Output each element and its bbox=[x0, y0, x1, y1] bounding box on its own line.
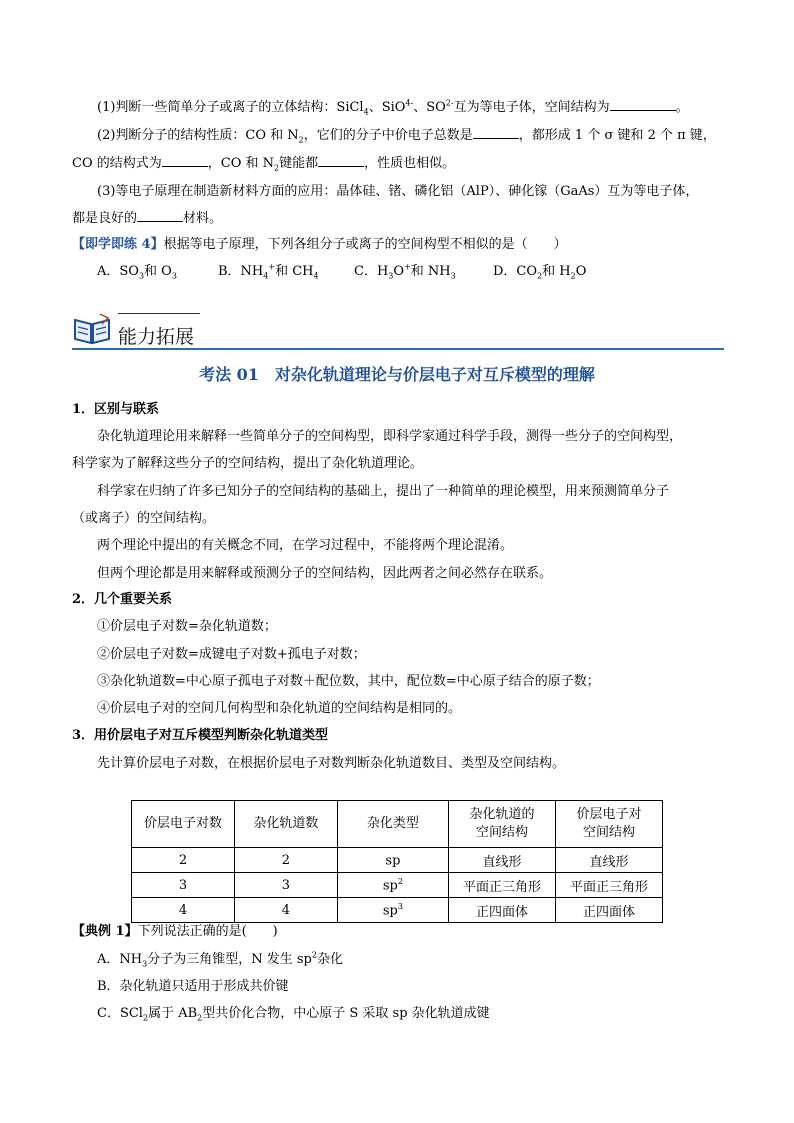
relation-item: ④价层电子对的空间几何构型和杂化轨道的空间结构是相同的。 bbox=[97, 701, 462, 716]
hybridization-table bbox=[131, 800, 663, 923]
relation-item: ③杂化轨道数=中心原子孤电子对数＋配位数，其中，配位数=中心原子结合的原子数； bbox=[97, 674, 600, 689]
part2-heading: 2．几个重要关系 bbox=[72, 592, 173, 607]
option-b: B．$NH_4^+$和 $CH_4$ bbox=[218, 262, 319, 281]
banner-rule bbox=[72, 348, 724, 350]
answer-blank bbox=[318, 154, 364, 167]
part1-paragraph: 科学家在归纳了许多已知分子的空间结构的基础上，提出了一种简单的理论模型，用来预测简单分子 bbox=[97, 484, 670, 499]
question-2-line-2: CO 的结构式为 ，CO 和 $N_2$键能都 ，性质也相似。 bbox=[72, 156, 456, 173]
example-question: 【典例 1】下列说法正确的是( ) bbox=[72, 924, 278, 939]
table-cell: 3 bbox=[234, 873, 337, 898]
table-header-cell: 杂化轨道的 空间结构 bbox=[448, 801, 555, 848]
banner-title: 能力拓展 bbox=[118, 326, 195, 348]
table-cell: 3 bbox=[132, 873, 235, 898]
answer-blank bbox=[610, 98, 676, 111]
table-cell: 2 bbox=[132, 848, 235, 873]
part1-paragraph: 杂化轨道理论用来解释一些简单分子的空间构型，即科学家通过科学手段，测得一些分子的空间构型， bbox=[97, 429, 683, 444]
part1-heading: 1．区别与联系 bbox=[72, 402, 160, 417]
question-2-line-1: (2)判断分子的结构性质：CO 和 $N_2$，它们的分子中价电子总数是 ，都形成 1 个 σ 键和 2 个 π 键， bbox=[97, 128, 716, 145]
table-cell: 正四面体 bbox=[555, 898, 662, 923]
table-cell: $sp^3$ bbox=[337, 898, 448, 923]
table-header-cell: 价层电子对数 bbox=[132, 801, 235, 848]
part3-text: 先计算价层电子对数，在根据价层电子对数判断杂化轨道数目、类型及空间结构。 bbox=[97, 756, 566, 771]
practice-question: 【即学即练 4】根据等电子原理，下列各组分子或离子的空间构型不相似的是（ ） bbox=[72, 237, 567, 252]
example-option-c: C．SCl$_2$属于 $AB_2$型共价化合物，中心原子 S 采取 sp 杂化轨道成键 bbox=[97, 1006, 490, 1023]
table-cell: 平面正三角形 bbox=[555, 873, 662, 898]
table-header-cell: 杂化轨道数 bbox=[234, 801, 337, 848]
part1-paragraph: （或离子）的空间结构。 bbox=[72, 511, 216, 526]
option-c: C．$H_3O^+$和 $NH_3$ bbox=[354, 262, 456, 281]
part1-paragraph: 两个理论中提出的有关概念不同，在学习过程中，不能将两个理论混淆。 bbox=[97, 538, 514, 553]
question-1-line: (1)判断一些简单分子或离子的立体结构：SiCl$_4$、SiO$^{4-}$、$SO^{2-}$互为等电子体，空间结构为 。 bbox=[97, 98, 689, 117]
answer-blank bbox=[473, 126, 519, 139]
answer-blank bbox=[162, 154, 208, 167]
answer-blank bbox=[137, 209, 183, 222]
table-cell: 直线形 bbox=[555, 848, 662, 873]
table-header-cell: 价层电子对 空间结构 bbox=[555, 801, 662, 848]
question-3-line-2: 都是良好的 材料。 bbox=[72, 211, 223, 226]
part3-heading: 3．用价层电子对互斥模型判断杂化轨道类型 bbox=[72, 728, 329, 743]
relation-item: ②价层电子对数=成键电子对数+孤电子对数； bbox=[97, 647, 366, 662]
option-a: A．$SO_3$和 $O_3$ bbox=[97, 264, 177, 281]
part1-paragraph: 科学家为了解释这些分子的空间结构，提出了杂化轨道理论。 bbox=[72, 456, 424, 471]
example-option-b: B．杂化轨道只适用于形成共价键 bbox=[97, 979, 289, 994]
section-title: 考法 01 对杂化轨道理论与价层电子对互斥模型的理解 bbox=[199, 365, 595, 384]
table-row bbox=[132, 873, 663, 898]
book-icon bbox=[72, 312, 112, 346]
example-option-a: A．$NH_3$分子为三角锥型，N 发生 $sp^2$杂化 bbox=[97, 950, 343, 969]
table-cell: sp bbox=[337, 848, 448, 873]
table-cell: 4 bbox=[132, 898, 235, 923]
table-header-row bbox=[132, 801, 663, 848]
table-header-cell: 杂化类型 bbox=[337, 801, 448, 848]
table-row bbox=[132, 848, 663, 873]
table-cell: 平面正三角形 bbox=[448, 873, 555, 898]
table-cell: 正四面体 bbox=[448, 898, 555, 923]
relation-item: ①价层电子对数=杂化轨道数； bbox=[97, 619, 277, 634]
example-tag: 【典例 1】 bbox=[72, 924, 138, 939]
table-row bbox=[132, 898, 663, 923]
table-cell: 4 bbox=[234, 898, 337, 923]
table-cell: $sp^2$ bbox=[337, 873, 448, 898]
practice-tag: 【即学即练 4】 bbox=[72, 237, 164, 252]
question-3-line-1: (3)等电子原理在制造新材料方面的应用：晶体硅、锗、磷化铝（AlP）、砷化镓（GaAs）互为等电子体， bbox=[97, 184, 699, 199]
banner-top-rule bbox=[118, 313, 200, 314]
table-cell: 直线形 bbox=[448, 848, 555, 873]
table-cell: 2 bbox=[234, 848, 337, 873]
part1-paragraph: 但两个理论都是用来解释或预测分子的空间结构，因此两者之间必然存在联系。 bbox=[97, 566, 553, 581]
option-d: D．$CO_2$和 $H_2O$ bbox=[493, 264, 587, 281]
